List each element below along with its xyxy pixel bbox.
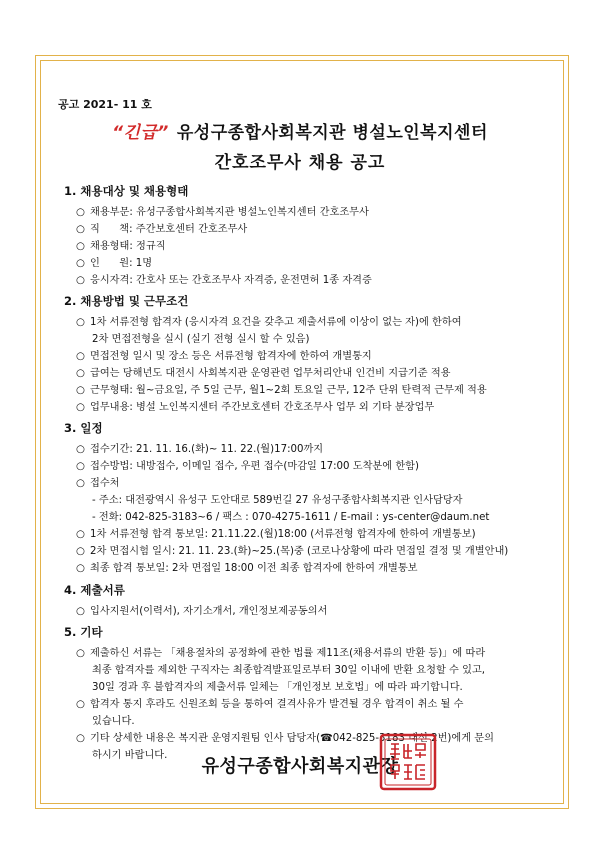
bullet-icon: ○ <box>76 563 85 574</box>
bullet-icon: ○ <box>76 385 85 396</box>
list-item-continuation: 30일 경과 후 불합격자의 제출서류 일체는 「개인정보 보호법」에 따라 파기합니다. <box>92 682 463 693</box>
list-item: ○ 접수방법: 내방접수, 이메일 접수, 우편 접수(마감일 17:00 도착분에 한함) <box>76 461 419 472</box>
list-item: ○ 면접전형 일시 및 장소 등은 서류전형 합격자에 한하여 개별통지 <box>76 351 372 362</box>
bullet-icon: ○ <box>76 207 85 218</box>
list-item: ○ 접수처 <box>76 478 120 489</box>
list-item: ○ 제출하신 서류는 「채용절차의 공정화에 관한 법률 제11조(채용서류의 반환 등)」에 따라 <box>76 648 486 659</box>
bullet-icon: ○ <box>76 461 85 472</box>
bullet-icon: ○ <box>76 733 85 744</box>
title-line-1 <box>0 118 600 143</box>
list-item: ○ 업무내용: 병설 노인복지센터 주간보호센터 간호조무사 업무 외 기타 분장업무 <box>76 402 435 413</box>
bullet-icon: ○ <box>76 402 85 413</box>
bullet-icon: ○ <box>76 529 85 540</box>
section-2-heading: 2. 채용방법 및 근무조건 <box>64 294 189 308</box>
bullet-icon: ○ <box>76 648 85 659</box>
bullet-icon: ○ <box>76 546 85 557</box>
bullet-icon: ○ <box>76 606 85 617</box>
bullet-icon: ○ <box>76 478 85 489</box>
list-item: ○ 인 원: 1명 <box>76 258 153 269</box>
title-line-2: 간호조무사 채용 공고 <box>214 153 386 173</box>
address-line: - 주소: 대전광역시 유성구 도안대로 589번길 27 유성구종합사회복지관 인사담당자 <box>92 495 463 506</box>
bullet-icon: ○ <box>76 351 85 362</box>
list-item-continuation: 있습니다. <box>92 716 135 727</box>
list-item: ○ 최종 합격 통보일: 2차 면접일 18:00 이전 최종 합격자에 한하여 개별통보 <box>76 563 418 574</box>
bullet-icon: ○ <box>76 317 85 328</box>
list-item: ○ 직 책: 주간보호센터 간호조무사 <box>76 224 248 235</box>
list-item: ○ 1차 서류전형 합격 통보일: 21.11.22.(월)18:00 (서류전형 합격자에 한하여 개별통보) <box>76 529 476 540</box>
list-item-continuation: 하시기 바랍니다. <box>92 750 168 761</box>
bullet-icon: ○ <box>76 258 85 269</box>
bullet-icon: ○ <box>76 699 85 710</box>
section-3-heading: 3. 일정 <box>64 421 103 435</box>
bullet-icon: ○ <box>76 444 85 455</box>
contact-line: - 전화: 042-825-3183~6 / 팩스 : 070-4275-1611 / E-mail : ys-center@daum.net <box>92 512 490 523</box>
notice-number: 공고 2021- 11 호 <box>58 98 152 111</box>
bullet-icon: ○ <box>76 241 85 252</box>
list-item: ○ 1차 서류전형 합격자 (응시자격 요건을 갖추고 제출서류에 이상이 없는 자)에 한하여 <box>76 317 462 328</box>
section-5-heading: 5. 기타 <box>64 625 103 639</box>
official-seal-icon <box>378 732 438 792</box>
list-item: ○ 급여는 당해년도 대전시 사회복지관 운영관련 업무처리안내 인건비 지급기준 적용 <box>76 368 451 379</box>
bullet-icon: ○ <box>76 368 85 379</box>
list-item-continuation: 2차 면접전형을 실시 (실기 전형 실시 할 수 있음) <box>92 334 310 345</box>
list-item: ○ 기타 상세한 내용은 복지관 운영지원팀 인사 담당자(☎042-825-3183 내선 2번)에게 문의 <box>76 733 494 744</box>
list-item: ○ 근무형태: 월~금요일, 주 5일 근무, 월1~2회 토요일 근무, 12주 단위 탄력적 근무제 적용 <box>76 385 487 396</box>
list-item: ○ 채용형태: 정규직 <box>76 241 166 252</box>
urgent-tag: “긴급” <box>112 123 169 143</box>
section-1-heading: 1. 채용대상 및 채용형태 <box>64 184 189 198</box>
list-item: ○ 채용부문: 유성구종합사회복지관 병설노인복지센터 간호조무사 <box>76 207 369 218</box>
list-item: ○ 2차 면접시험 일시: 21. 11. 23.(화)~25.(목)중 (코로나상황에 따라 면접일 결정 및 개별안내) <box>76 546 509 557</box>
issuer-name: 유성구종합사회복지관장 <box>201 756 399 777</box>
list-item-continuation: 최종 합격자를 제외한 구직자는 최종합격발표일로부터 30일 이내에 반환 요청할 수 있고, <box>92 665 486 676</box>
list-item: ○ 접수기간: 21. 11. 16.(화)~ 11. 22.(월)17:00까지 <box>76 444 324 455</box>
bullet-icon: ○ <box>76 275 85 286</box>
list-item: ○ 입사지원서(이력서), 자기소개서, 개인정보제공동의서 <box>76 606 328 617</box>
title-organization: 유성구종합사회복지관 병설노인복지센터 <box>176 123 488 143</box>
list-item: ○ 응시자격: 간호사 또는 간호조무사 자격증, 운전면허 1종 자격증 <box>76 275 372 286</box>
bullet-icon: ○ <box>76 224 85 235</box>
list-item: ○ 합격자 통지 후라도 신원조회 등을 통하여 결격사유가 발견될 경우 합격이 취소 될 수 <box>76 699 464 710</box>
section-4-heading: 4. 제출서류 <box>64 583 125 597</box>
